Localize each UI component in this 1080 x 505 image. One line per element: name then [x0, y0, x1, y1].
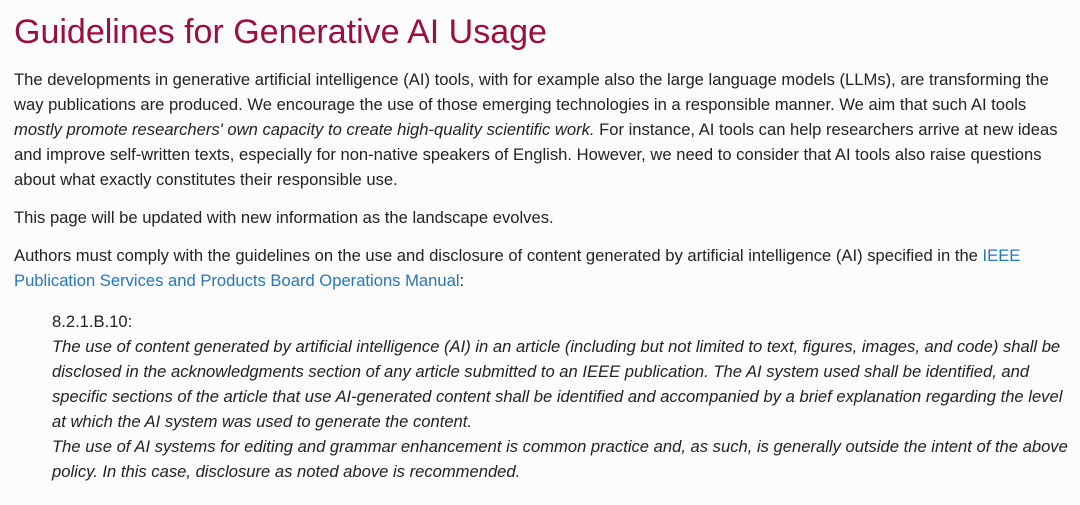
intro-text-end: For instance, AI tools can help researchers arrive at new ideas and improve self-written texts, especially for non-native speakers of English. However, we need to consider that AI tools also raise questions about what exactly constitutes their responsible use.: [14, 120, 1058, 189]
compliance-text: Authors must comply with the guidelines on the use and disclosure of content generated by artificial intelligence (AI) specified in the: [14, 246, 983, 265]
intro-text-start: The developments in generative artificial intelligence (AI) tools, with for example also the large language models (LLMs), are transforming the way publications are produced. We encourage the use of those emerging technologies in a responsible manner. We aim that such AI tools: [14, 70, 1049, 114]
intro-paragraph: [14, 67, 1074, 192]
policy-section-number: 8.2.1.B.10:: [52, 312, 133, 331]
page-title: Guidelines for Generative AI Usage: [14, 13, 547, 51]
page-content: [14, 10, 1074, 484]
policy-paragraph-editing: The use of AI systems for editing and grammar enhancement is common practice and, as such, is generally outside the intent of the above policy. In this case, disclosure as noted above is recommended.: [52, 437, 1068, 481]
operations-manual-link[interactable]: IEEE Publication Services and Products Board Operations Manual: [14, 246, 1021, 290]
policy-paragraph-disclosure: The use of content generated by artificial intelligence (AI) in an article (including but not limited to text, figures, images, and code) shall be disclosed in the acknowledgments section of any article submitted to an IEEE publication. The AI system used shall be identified, and specific sections of the article that use AI-generated content shall be identified and accompanied by a brief explanation regarding the level at which the AI system was used to generate the content.: [52, 337, 1063, 431]
compliance-suffix: :: [459, 271, 465, 290]
intro-emphasis: mostly promote researchers' own capacity to create high-quality scientific work.: [14, 120, 595, 139]
policy-quote: [52, 309, 1072, 484]
update-note: This page will be updated with new information as the landscape evolves.: [14, 208, 554, 227]
compliance-paragraph: [14, 243, 1074, 293]
